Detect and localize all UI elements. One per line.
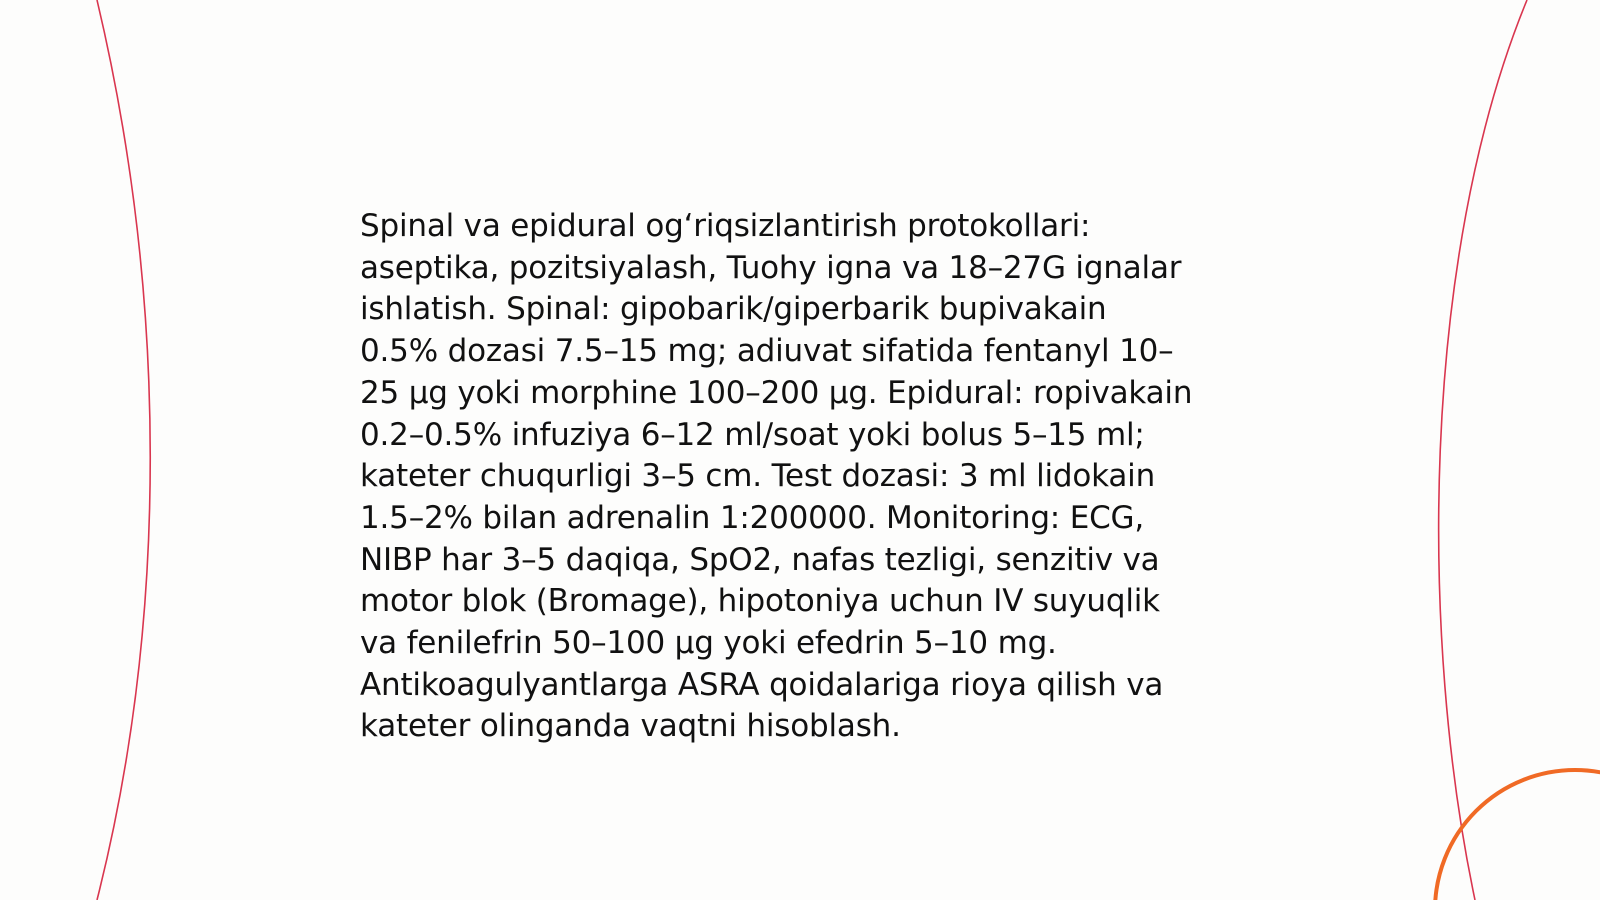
slide-body-text: Spinal va epidural og‘riqsizlantirish protokollari: aseptika, pozitsiyalash, Tuohy igna va 18–27G ignalar ishlatish. Spinal: gipobarik/giperbarik bupivakain 0.5% dozasi 7.5–15 mg; adiuvat sifatida fentanyl 10– 25 μg yoki morphine 100–200 μg. Epidural: ropivakain 0.2–0.5% infuziya 6–12 ml/soat yoki bolus 5–15 ml; kateter chuqurligi 3–5 cm. Test dozasi: 3 ml lidokain 1.5–2% bilan adrenalin 1:200000. Monitoring: ECG, NIBP har 3–5 daqiqa, SpO2, nafas tezligi, senzitiv va motor blok (Bromage), hipotoniya uchun IV suyuqlik va fenilefrin 50–100 μg yoki efedrin 5–10 mg. Antikoagulyantlarga ASRA qoidalariga rioya qilish va kateter olinganda vaqtni hisoblash. — [360, 208, 1193, 745]
orange-accent-arc — [1435, 770, 1600, 900]
left-curve-line — [97, 0, 150, 900]
right-curve-line — [1439, 0, 1527, 900]
